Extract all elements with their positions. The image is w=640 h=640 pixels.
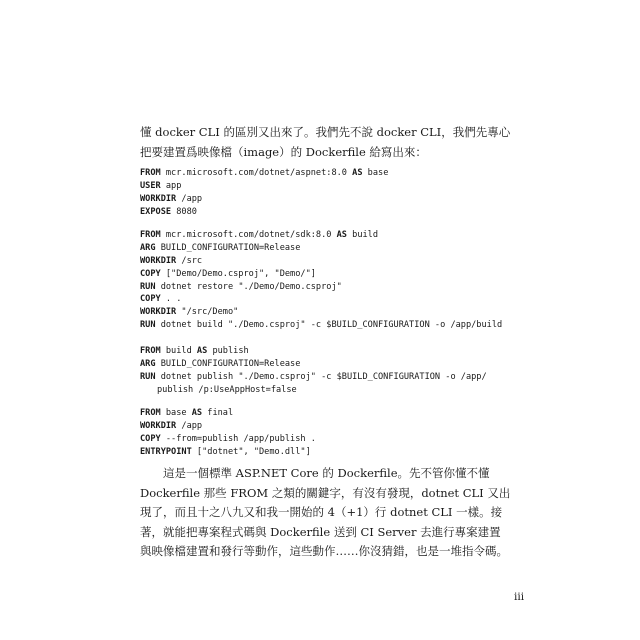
code-line <box>140 358 540 371</box>
code-block-base-stage <box>140 167 540 219</box>
code-keyword: RUN <box>140 371 156 382</box>
code-keyword: WORKDIR <box>140 255 177 266</box>
code-text: . . <box>160 294 182 305</box>
code-line <box>140 293 540 306</box>
code-line <box>140 384 540 397</box>
code-line <box>140 206 540 219</box>
code-keyword: COPY <box>140 294 161 305</box>
code-line <box>140 167 540 180</box>
code-keyword: ARG <box>140 242 156 253</box>
code-line <box>140 345 540 358</box>
code-text: /app <box>176 420 203 431</box>
code-keyword: AS <box>191 408 203 418</box>
code-line <box>140 180 540 193</box>
code-text: mcr.microsoft.com/dotnet/sdk:8.0 <box>160 230 337 240</box>
code-line <box>140 281 540 294</box>
code-keyword: AS <box>196 346 208 356</box>
code-text: build <box>346 230 379 240</box>
code-block-publish-stage <box>140 345 540 397</box>
code-text: build <box>160 346 197 356</box>
code-text: dotnet publish "./Demo.csproj" -c $BUILD_CONFIGURATION -o /app/ <box>155 371 487 382</box>
code-text: "/src/Demo" <box>176 307 239 318</box>
code-line <box>140 229 540 242</box>
intro-paragraph: 懂 docker CLI 的區別又出來了。我們先不說 docker CLI，我們先專心把要建置爲映像檔（image）的 Dockerfile 給寫出來： <box>140 125 511 159</box>
code-keyword: FROM <box>140 408 161 418</box>
outro-paragraph: 這是一個標準 ASP.NET Core 的 Dockerfile。先不管你懂不懂 Dockerfile 那些 FROM 之類的關鍵字，有沒有發現，dotnet CLI 又出現了，而且十之八九又和我一開始的 4（+1）行 dotnet CLI 一樣。接著，就能把專案程式碼與 Dockerfile 送到 CI Server 去進行專案建置與映像檔建置和發行等動作，這些動作……你沒猜錯，也是一堆指令碼。 <box>140 466 511 558</box>
code-text: base <box>362 168 389 178</box>
code-keyword: FROM <box>140 230 161 240</box>
code-text: dotnet build "./Demo.csproj" -c $BUILD_CONFIGURATION -o /app/build <box>155 320 503 331</box>
code-keyword: ARG <box>140 358 156 369</box>
code-text: publish <box>207 346 249 356</box>
code-text: /app <box>176 193 203 204</box>
code-block-build-stage <box>140 229 540 332</box>
code-keyword: AS <box>352 168 363 178</box>
code-text: dotnet restore "./Demo/Demo.csproj" <box>155 281 342 292</box>
code-keyword: WORKDIR <box>140 193 177 204</box>
code-text: ["dotnet", "Demo.dll"] <box>191 446 311 457</box>
code-keyword: WORKDIR <box>140 307 177 318</box>
code-keyword: FROM <box>140 346 161 356</box>
code-line <box>140 433 540 446</box>
code-line <box>140 268 540 281</box>
code-line <box>140 306 540 319</box>
code-line <box>140 407 540 420</box>
code-keyword: RUN <box>140 281 156 292</box>
code-line <box>140 193 540 206</box>
code-line <box>140 371 540 384</box>
page-number: iii <box>514 591 525 603</box>
code-keyword: EXPOSE <box>140 206 172 217</box>
code-text: BUILD_CONFIGURATION=Release <box>155 358 301 369</box>
code-text: publish /p:UseAppHost=false <box>157 384 297 395</box>
code-keyword: USER <box>140 180 161 191</box>
code-text: app <box>160 180 182 191</box>
code-line <box>140 420 540 433</box>
code-text: --from=publish /app/publish . <box>160 433 316 444</box>
code-text: final <box>202 408 234 418</box>
code-keyword: COPY <box>140 433 161 444</box>
code-keyword: COPY <box>140 268 161 279</box>
code-keyword: AS <box>336 230 347 240</box>
code-block-final-stage <box>140 407 540 459</box>
code-keyword: ENTRYPOINT <box>140 446 192 457</box>
code-keyword: RUN <box>140 320 156 331</box>
code-line <box>140 446 540 459</box>
code-text: base <box>160 408 192 418</box>
code-text: ["Demo/Demo.csproj", "Demo/"] <box>160 268 316 279</box>
code-text: /src <box>176 255 203 266</box>
code-line <box>140 319 540 332</box>
code-text: BUILD_CONFIGURATION=Release <box>155 242 301 253</box>
code-line <box>140 255 540 268</box>
code-text: mcr.microsoft.com/dotnet/aspnet:8.0 <box>160 168 353 178</box>
code-text: 8080 <box>171 206 197 217</box>
code-line <box>140 242 540 255</box>
code-keyword: WORKDIR <box>140 420 177 431</box>
code-keyword: FROM <box>140 168 161 178</box>
